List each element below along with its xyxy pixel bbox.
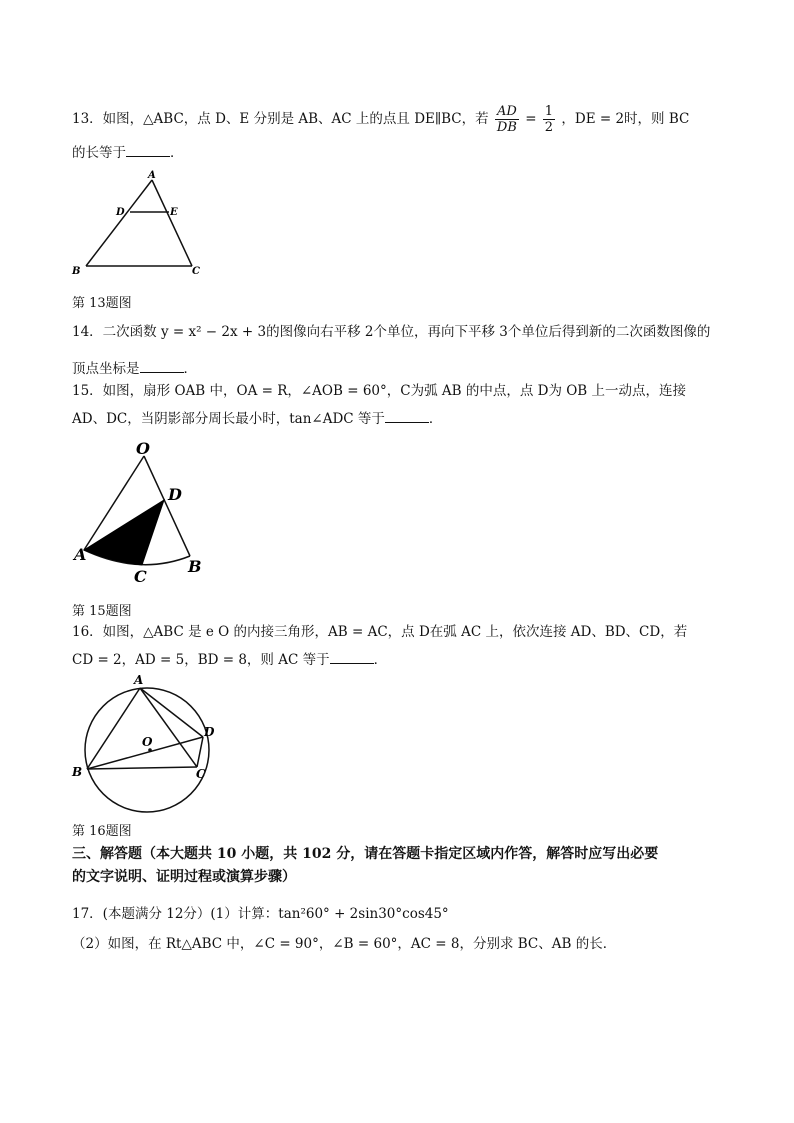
q13-triangle-figure xyxy=(66,168,216,280)
q16-caption: 第 16题图 xyxy=(72,824,132,839)
q16-line2 xyxy=(72,649,387,670)
q16-label-d: D xyxy=(204,725,215,739)
section3-heading-line2: 的文字说明、证明过程或演算步骤） xyxy=(72,869,296,885)
section3-heading-line1: 三、解答题（本大题共 10 小题，共 102 分，请在答题卡指定区域内作答，解答时应写出必要 xyxy=(72,846,659,862)
q15-caption: 第 15题图 xyxy=(72,604,132,619)
q13-label-e: E xyxy=(170,207,178,218)
q15-label-c: C xyxy=(134,567,147,586)
q15-label-d: D xyxy=(168,485,182,504)
q13-end: ． xyxy=(170,145,184,161)
q13-caption: 第 13题图 xyxy=(72,296,132,311)
q13-equals: = xyxy=(525,111,537,127)
q16-text-line2: CD = 2，AD = 5，BD = 8，则 AC 等于 xyxy=(72,652,330,668)
q15-end: ． xyxy=(428,411,443,427)
q15-label-b: B xyxy=(188,557,202,576)
q14-text-line2: 顶点坐标是 xyxy=(72,361,140,377)
q14-answer-blank[interactable] xyxy=(140,358,184,373)
q15-radius-ob xyxy=(144,456,190,556)
q13-label-d: D xyxy=(116,207,125,218)
q13-side-ab xyxy=(86,180,152,266)
q13-label-b: B xyxy=(72,266,81,277)
q16-side-bc xyxy=(87,767,197,769)
q14-line1: 14．二次函数 y = x² − 2x + 3的图像向右平移 2个单位，再向下平移 3个单位后得到新的二次函数图像的 xyxy=(72,324,711,340)
q13-label-a: A xyxy=(148,170,156,181)
q16-segment-cd xyxy=(197,737,203,767)
q13-line2 xyxy=(72,142,184,163)
q16-label-c: C xyxy=(196,767,206,781)
q16-end: ． xyxy=(373,652,388,668)
q16-line1: 16．如图，△ABC 是 e O 的内接三角形，AB = AC，点 D在弧 AC 上，依次连接 AD、BD、CD，若 xyxy=(72,624,688,640)
q13-frac-denominator: DB xyxy=(496,120,517,135)
q13-text-line2: 的长等于 xyxy=(72,145,126,161)
q17-line2: （2）如图，在 Rt△ABC 中，∠C = 90°，∠B = 60°，AC = 8，分别求 BC、AB 的长． xyxy=(72,936,617,952)
q15-label-a: A xyxy=(74,545,87,564)
q16-circle-figure xyxy=(70,670,220,820)
q13-label-c: C xyxy=(192,266,200,277)
q13-frac2-numerator: 1 xyxy=(544,104,554,119)
q13-fraction-half xyxy=(543,104,555,135)
q17-line1: 17．(本题满分 12分）(1）计算：tan²60° + 2sin30°cos45° xyxy=(72,906,449,922)
q16-label-a: A xyxy=(134,673,144,687)
q14-line2 xyxy=(72,358,197,379)
q14-end: ． xyxy=(183,361,197,377)
q13-frac-numerator: AD xyxy=(495,104,519,120)
q16-segment-ad xyxy=(140,688,203,737)
q15-answer-blank[interactable] xyxy=(385,408,429,423)
q13-text-b: ，DE = 2时，则 BC xyxy=(561,111,690,127)
q13-frac2-denominator: 2 xyxy=(544,120,554,135)
q13-fraction-ad-db xyxy=(495,104,519,135)
q13-side-ac xyxy=(152,180,192,266)
q15-label-o: O xyxy=(136,439,150,458)
q16-label-b: B xyxy=(72,765,83,779)
q15-sector-figure xyxy=(70,436,220,588)
q15-line1: 15．如图，扇形 OAB 中，OA = R，∠AOB = 60°，C为弧 AB 的中点，点 D为 OB 上一动点，连接 xyxy=(72,383,687,399)
q13-answer-blank[interactable] xyxy=(126,142,170,157)
q15-line2 xyxy=(72,408,442,429)
q15-text-line2: AD、DC，当阴影部分周长最小时，tan∠ADC 等于 xyxy=(72,411,385,427)
q13-text-a: 13．如图，△ABC，点 D、E 分别是 AB、AC 上的点且 DE∥BC，若 xyxy=(72,111,489,127)
q16-label-o: O xyxy=(142,735,153,749)
q16-circle-o xyxy=(85,688,209,812)
q16-side-ac xyxy=(140,688,197,767)
q16-answer-blank[interactable] xyxy=(330,649,374,664)
q13-line1 xyxy=(72,104,689,135)
